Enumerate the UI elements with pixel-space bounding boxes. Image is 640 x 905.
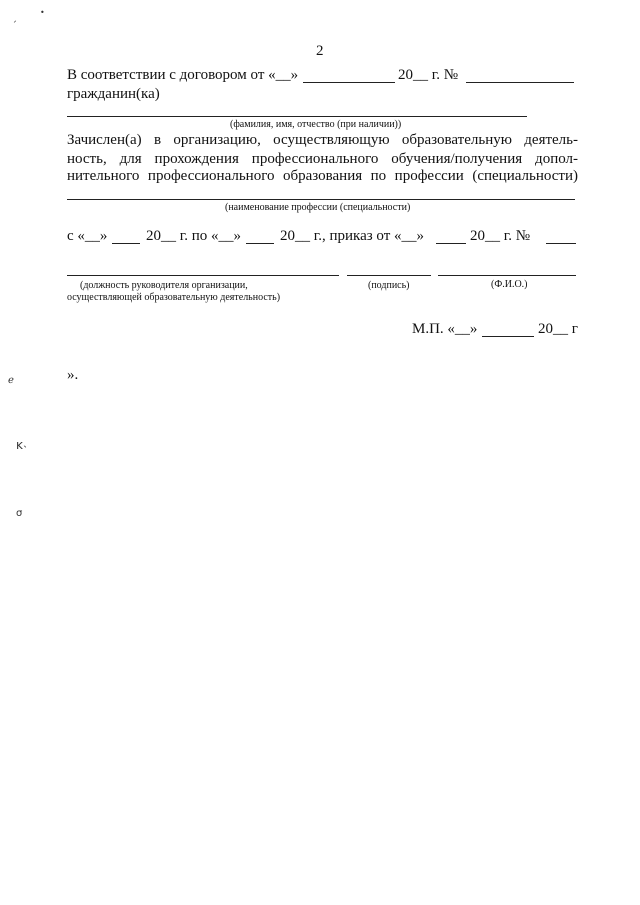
enrolled-line-2: ность, для прохождения профессионального обучения/получения допол-: [67, 151, 578, 167]
scan-mark: σ: [16, 508, 23, 519]
enrolled-line-3: нительного профессионального образования по профессии (специальности): [67, 168, 578, 184]
scan-mark: •: [40, 8, 45, 17]
dates-blank-4: [546, 243, 576, 244]
position-blank: [67, 275, 339, 276]
fio-blank: [438, 275, 576, 276]
enrolled-line-1: Зачислен(а) в организацию, осуществляющую образовательную деятель-: [67, 132, 578, 148]
page-number: 2: [316, 43, 324, 59]
position-caption-1: (должность руководителя организации,: [80, 280, 248, 291]
dates-from: с «__»: [67, 228, 108, 244]
closing-quote: ».: [67, 367, 79, 383]
fio-caption: (Ф.И.О.): [491, 279, 528, 290]
contract-prefix: В соответствии с договором от «__»: [67, 67, 299, 83]
stamp-date-blank: [482, 336, 534, 337]
scan-mark: ˏ: [12, 12, 17, 23]
contract-year: 20__ г. №: [398, 67, 459, 83]
position-caption-2: осуществляющей образовательную деятельность): [67, 292, 281, 303]
contract-date-blank: [303, 82, 395, 83]
dates-blank-1: [112, 243, 140, 244]
scan-mark: ĸ˴: [16, 438, 27, 452]
scan-mark: ℯ: [8, 375, 14, 386]
stamp-year: 20__ г: [538, 321, 578, 337]
signature-blank: [347, 275, 431, 276]
dates-blank-3: [436, 243, 466, 244]
contract-number-blank: [466, 82, 574, 83]
dates-year-2: 20__ г., приказ от «__»: [280, 228, 425, 244]
signature-caption: (подпись): [368, 280, 410, 291]
dates-blank-2: [246, 243, 274, 244]
dates-year-3: 20__ г. №: [470, 228, 531, 244]
profession-caption: (наименование профессии (специальности): [225, 202, 411, 213]
dates-year-1: 20__ г. по «__»: [146, 228, 241, 244]
citizen-label: гражданин(ка): [67, 86, 160, 102]
citizen-name-blank: [67, 116, 527, 117]
citizen-caption: (фамилия, имя, отчество (при наличии)): [230, 119, 402, 130]
profession-blank: [67, 199, 575, 200]
stamp-mp: М.П. «__»: [412, 321, 478, 337]
